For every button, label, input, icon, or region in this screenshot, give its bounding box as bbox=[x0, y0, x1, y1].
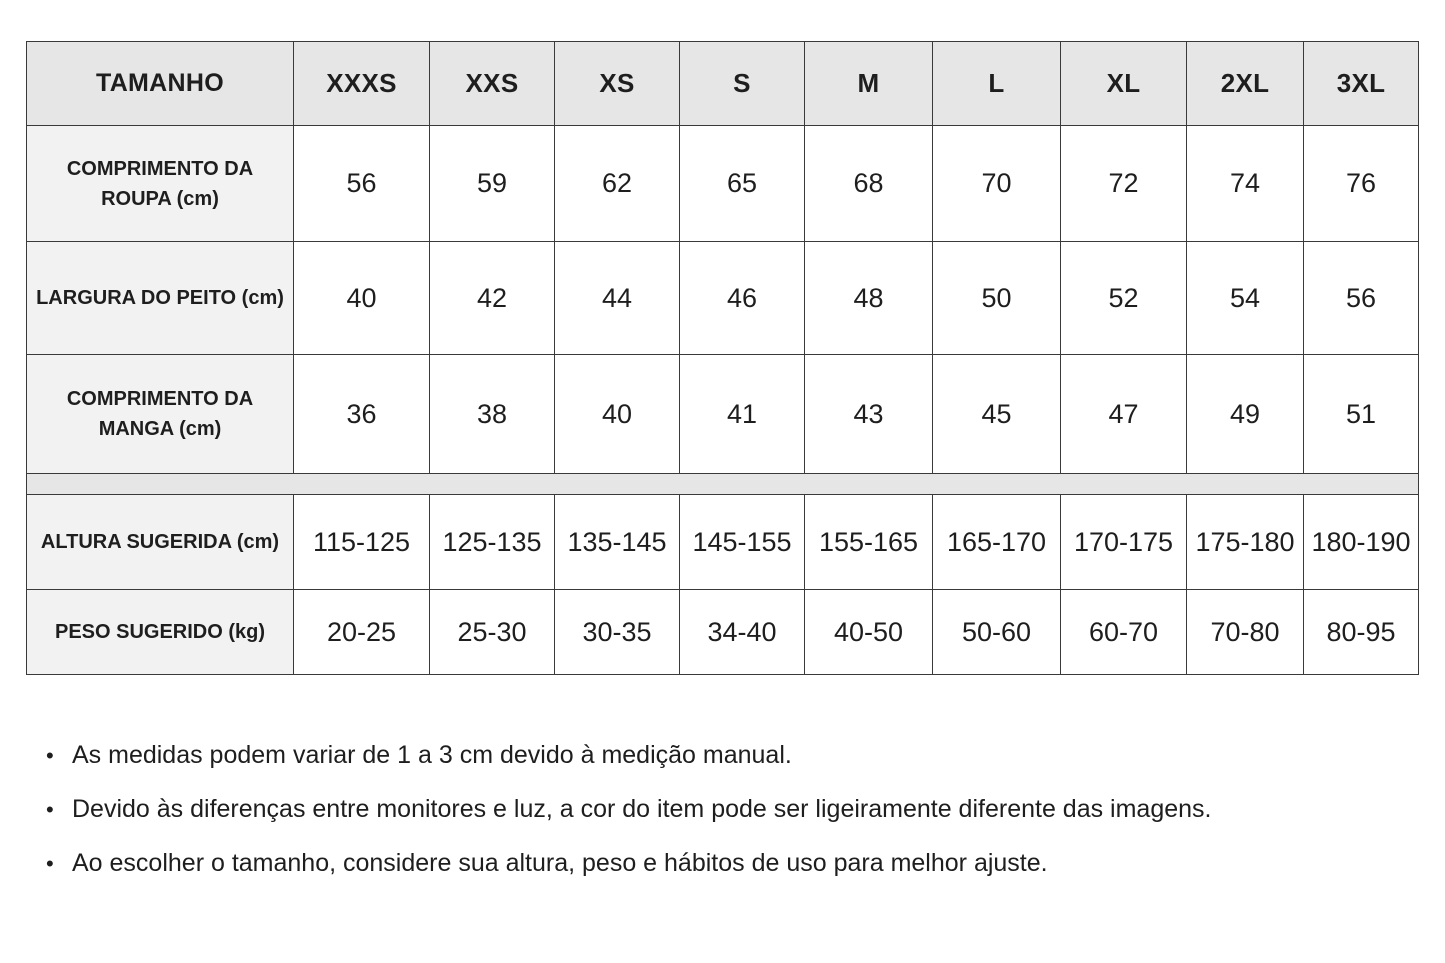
table-cell: 38 bbox=[430, 355, 555, 474]
table-cell: 42 bbox=[430, 242, 555, 355]
note-item bbox=[46, 728, 1212, 782]
size-header-cell: 3XL bbox=[1304, 42, 1419, 126]
table-cell: 170-175 bbox=[1061, 495, 1187, 590]
table-cell: 54 bbox=[1187, 242, 1304, 355]
table-cell: 115-125 bbox=[294, 495, 430, 590]
table-cell: 165-170 bbox=[933, 495, 1061, 590]
size-header-cell: XS bbox=[555, 42, 680, 126]
size-header-label: TAMANHO bbox=[27, 42, 294, 126]
table-cell: 56 bbox=[1304, 242, 1419, 355]
table-cell: 70 bbox=[933, 126, 1061, 242]
row-label: ALTURA SUGERIDA (cm) bbox=[27, 495, 294, 590]
table-cell: 34-40 bbox=[680, 590, 805, 675]
table-cell: 40 bbox=[294, 242, 430, 355]
table-cell: 30-35 bbox=[555, 590, 680, 675]
bullet-icon: • bbox=[46, 797, 54, 822]
table-cell: 20-25 bbox=[294, 590, 430, 675]
table-cell: 72 bbox=[1061, 126, 1187, 242]
table-cell: 125-135 bbox=[430, 495, 555, 590]
table-cell: 52 bbox=[1061, 242, 1187, 355]
table-cell: 48 bbox=[805, 242, 933, 355]
table-cell: 40-50 bbox=[805, 590, 933, 675]
table-row-sleeve-length bbox=[27, 355, 1419, 474]
table-cell: 68 bbox=[805, 126, 933, 242]
table-cell: 62 bbox=[555, 126, 680, 242]
table-cell: 74 bbox=[1187, 126, 1304, 242]
size-header-cell: XXS bbox=[430, 42, 555, 126]
size-header-cell: S bbox=[680, 42, 805, 126]
notes-list bbox=[46, 728, 1212, 890]
size-header-cell: XL bbox=[1061, 42, 1187, 126]
table-cell: 44 bbox=[555, 242, 680, 355]
table-cell: 41 bbox=[680, 355, 805, 474]
table-row-suggested-height bbox=[27, 495, 1419, 590]
note-item bbox=[46, 836, 1212, 890]
note-text: Devido às diferenças entre monitores e luz, a cor do item pode ser ligeiramente diferente das imagens. bbox=[72, 795, 1212, 823]
table-cell: 155-165 bbox=[805, 495, 933, 590]
size-header-cell: 2XL bbox=[1187, 42, 1304, 126]
table-cell: 76 bbox=[1304, 126, 1419, 242]
table-cell: 50 bbox=[933, 242, 1061, 355]
note-text: As medidas podem variar de 1 a 3 cm devido à medição manual. bbox=[72, 741, 792, 769]
size-chart-table bbox=[26, 41, 1419, 675]
table-cell: 135-145 bbox=[555, 495, 680, 590]
table-cell: 51 bbox=[1304, 355, 1419, 474]
table-cell: 56 bbox=[294, 126, 430, 242]
table-row-garment-length bbox=[27, 126, 1419, 242]
bullet-icon: • bbox=[46, 743, 54, 768]
table-cell: 175-180 bbox=[1187, 495, 1304, 590]
table-cell: 65 bbox=[680, 126, 805, 242]
size-header-cell: XXXS bbox=[294, 42, 430, 126]
table-cell: 45 bbox=[933, 355, 1061, 474]
table-cell: 80-95 bbox=[1304, 590, 1419, 675]
table-cell: 50-60 bbox=[933, 590, 1061, 675]
table-cell: 145-155 bbox=[680, 495, 805, 590]
row-label: LARGURA DO PEITO (cm) bbox=[27, 242, 294, 355]
table-cell: 36 bbox=[294, 355, 430, 474]
row-label: COMPRIMENTO DA ROUPA (cm) bbox=[27, 126, 294, 242]
table-cell: 43 bbox=[805, 355, 933, 474]
bullet-icon: • bbox=[46, 851, 54, 876]
table-cell: 46 bbox=[680, 242, 805, 355]
table-separator bbox=[27, 474, 1419, 495]
size-header-row bbox=[27, 42, 1419, 126]
row-label: PESO SUGERIDO (kg) bbox=[27, 590, 294, 675]
table-cell: 180-190 bbox=[1304, 495, 1419, 590]
table-row-suggested-weight bbox=[27, 590, 1419, 675]
table-row-chest-width bbox=[27, 242, 1419, 355]
table-cell: 60-70 bbox=[1061, 590, 1187, 675]
table-cell: 59 bbox=[430, 126, 555, 242]
table-separator-row bbox=[27, 474, 1419, 495]
table-cell: 25-30 bbox=[430, 590, 555, 675]
size-header-cell: M bbox=[805, 42, 933, 126]
table-cell: 49 bbox=[1187, 355, 1304, 474]
note-item bbox=[46, 782, 1212, 836]
row-label: COMPRIMENTO DA MANGA (cm) bbox=[27, 355, 294, 474]
table-cell: 47 bbox=[1061, 355, 1187, 474]
table-cell: 40 bbox=[555, 355, 680, 474]
size-header-cell: L bbox=[933, 42, 1061, 126]
table-cell: 70-80 bbox=[1187, 590, 1304, 675]
note-text: Ao escolher o tamanho, considere sua altura, peso e hábitos de uso para melhor ajuste. bbox=[72, 849, 1048, 877]
